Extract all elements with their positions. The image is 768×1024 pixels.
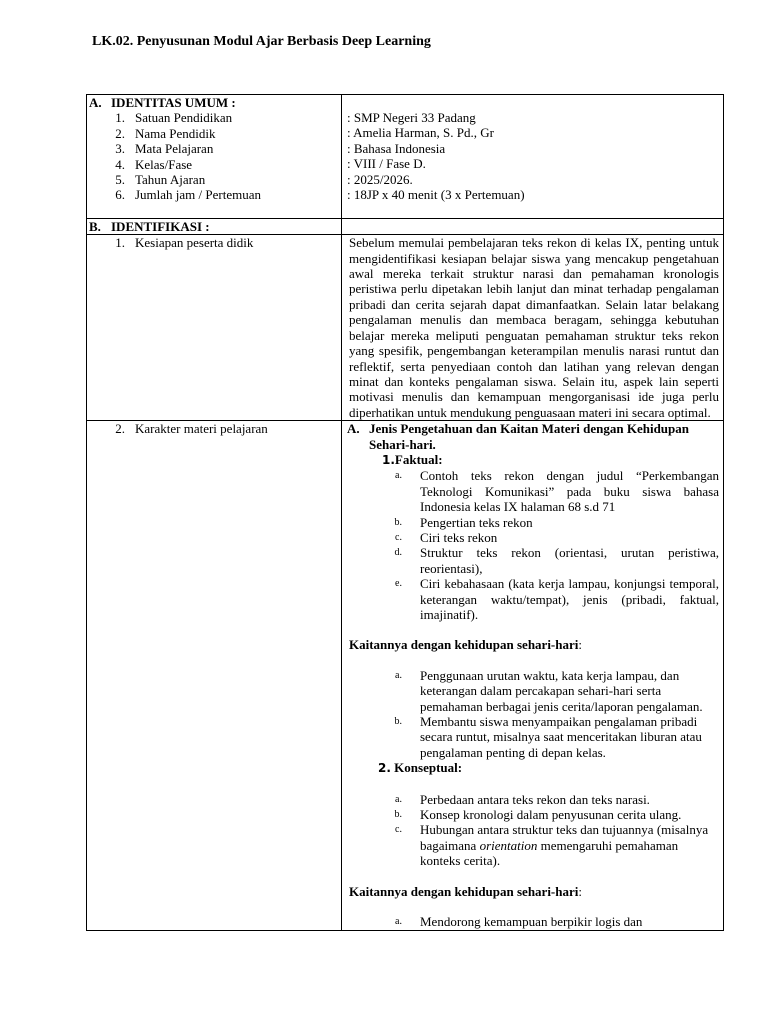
section-a-heading: A. IDENTITAS UMUM : (89, 95, 236, 110)
document-title: LK.02. Penyusunan Modul Ajar Berbasis Deep Learning (92, 34, 431, 49)
konseptual-heading: 2. Konseptual: (378, 760, 463, 776)
list-item: a. Perbedaan antara teks rekon dan teks narasi. (395, 791, 650, 807)
kaitan-list (344, 668, 721, 760)
identitas-value: : Bahasa Indonesia (347, 140, 446, 156)
list-item: d. Struktur teks rekon (orientasi, urutan peristiwa, reorientasi), (394, 545, 719, 576)
identitas-item: 4. Kelas/Fase (115, 156, 193, 172)
identitas-value: : 18JP x 40 menit (3 x Pertemuan) (347, 187, 525, 203)
section-b-heading: B. IDENTIFIKASI : (89, 218, 210, 234)
list-item: b. Pengertian teks rekon (394, 514, 533, 530)
karakter-heading: A. Jenis Pengetahuan dan Kaitan Materi dengan Kehidupan Sehari-hari. (347, 421, 689, 452)
identitas-value: : 2025/2026. (347, 171, 413, 187)
identitas-item: 5. Tahun Ajaran (115, 172, 206, 188)
list-item: a. Mendorong kemampuan berpikir logis dan (395, 914, 643, 930)
konseptual-list (344, 792, 721, 869)
identitas-value: : VIII / Fase D. (347, 156, 426, 172)
identitas-row (87, 95, 724, 219)
identitas-value: : Amelia Harman, S. Pd., Gr (347, 125, 494, 141)
kesiapan-text: Sebelum memulai pembelajaran teks rekon di kelas IX, penting untuk mengidentifikasi kesiapan belajar siswa yang mencakup pengetahuan awal mereka terkait struktur narasi dan pemahaman kronologis peristiwa perlu dipetakan lebih lanjut dan minat terhadap pengalaman pribadi dan cerita sejarah dapat dimanfaatkan. Selain latar belakang pengalaman menulis dan membaca beragam, sehingga kebutuhan belajar mereka meliputi penguatan pemahaman struktur teks rekon yang spesifik, pengembangan keterampilan menulis narasi runtut dan reflektif, serta penyediaan contoh dan latihan yang relevan dengan minat dan konteks pengalaman siswa. Selain itu, aspek lain seperti motivasi menulis dan kemampuan mengorganisasi ide juga perlu diperhatikan untuk mendukung penguasaan materi ini secara optimal. (349, 235, 719, 420)
kaitan-list-2 (344, 914, 721, 929)
faktual-heading: 1.Faktual: (382, 451, 443, 467)
identitas-item: 3. Mata Pelajaran (115, 141, 214, 157)
kesiapan-label: 1. Kesiapan peserta didik (115, 235, 254, 251)
identitas-item: 2. Nama Pendidik (115, 125, 216, 141)
list-item: a. Contoh teks rekon dengan judul “Perkembangan Teknologi Komunikasi” pada buku siswa bahasa Indonesia kelas IX halaman 68 s.d 71 (395, 468, 719, 515)
list-item: b. Konsep kronologi dalam penyusunan cerita ulang. (394, 807, 682, 823)
list-item: e. Ciri kebahasaan (kata kerja lampau, konjungsi temporal, keterangan waktu/tempat), jenis (pribadi, faktual, imajinatif). (395, 576, 719, 622)
identifikasi-row (87, 218, 724, 234)
identifikasi-heading-cell (87, 218, 342, 234)
list-item: b. Membantu siswa menyampaikan pengalaman pribadi secara runtut, misalnya saat menceritakan liburan atau pengalaman penting di depan kelas. (394, 714, 702, 760)
kaitan-heading: Kaitannya dengan kehidupan sehari-hari: (349, 637, 582, 653)
list-item: c. Hubungan antara struktur teks dan tujuannya (misalnya bagaimana orientation memengaruhi pemahaman konteks cerita). (395, 822, 709, 869)
identitas-value: : SMP Negeri 33 Padang (347, 110, 476, 125)
module-table (86, 94, 724, 931)
karakter-content (342, 421, 724, 930)
kaitan-heading-2: Kaitannya dengan kehidupan sehari-hari: (349, 883, 582, 899)
identitas-labels (87, 95, 342, 219)
list-item: c. Ciri teks rekon (395, 529, 498, 545)
identitas-item: 1. Satuan Pendidikan (115, 110, 233, 126)
karakter-label: 2. Karakter materi pelajaran (115, 421, 268, 437)
faktual-list (344, 468, 721, 622)
identitas-values (342, 95, 724, 219)
identitas-item: 6. Jumlah jam / Pertemuan (115, 187, 262, 203)
list-item: a. Penggunaan urutan waktu, kata kerja lampau, dan keterangan dalam percakapan sehari-hari serta pemahaman berbagai jenis cerita/laporan pengalaman. (395, 667, 703, 714)
karakter-row (87, 421, 724, 930)
kesiapan-row (87, 235, 724, 421)
